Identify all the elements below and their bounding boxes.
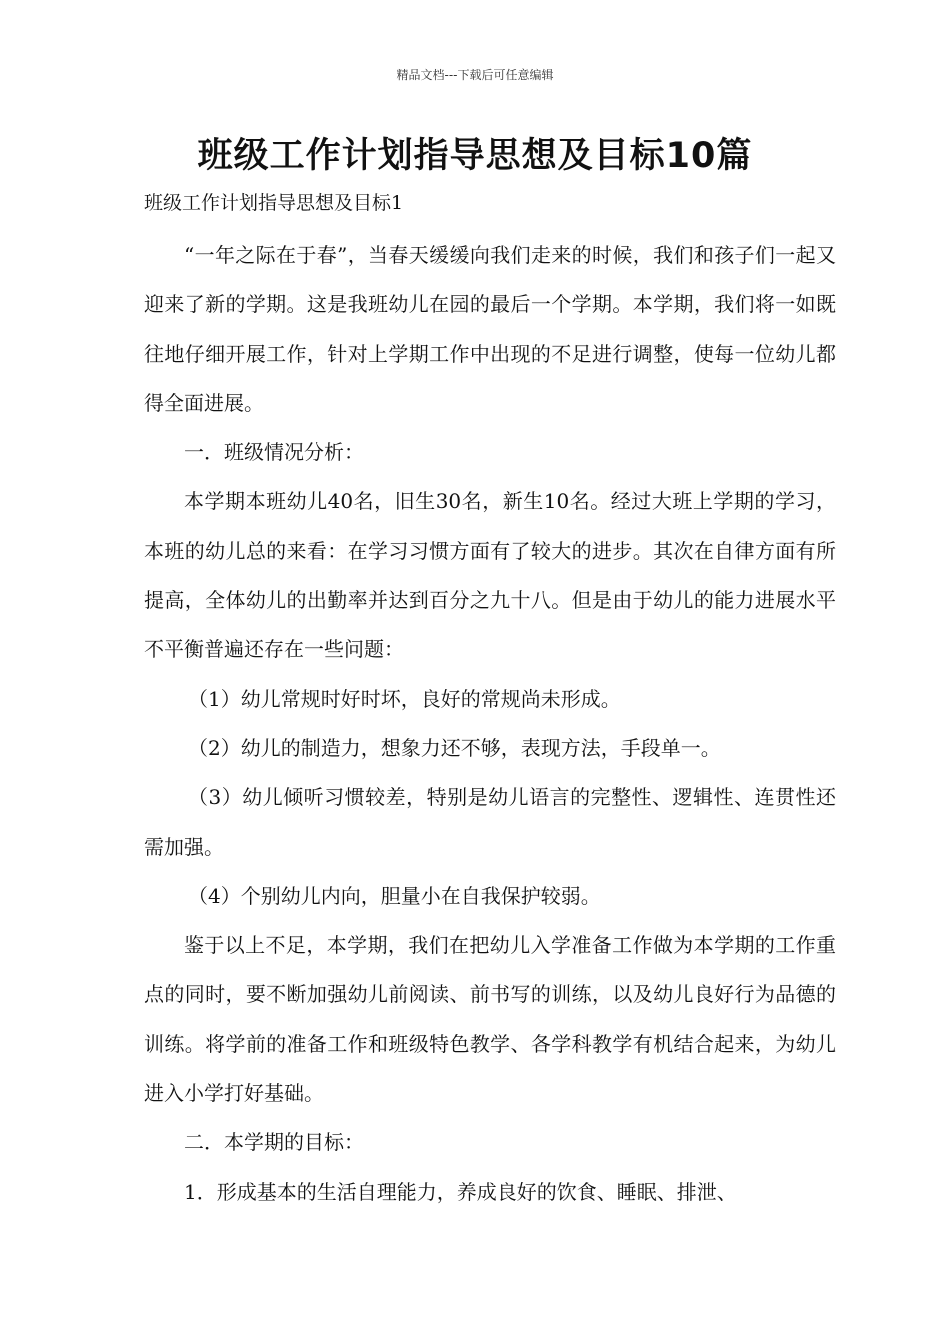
- list-item-problem-1: （1）幼儿常规时好时坏，良好的常规尚未形成。: [188, 686, 621, 711]
- list-item-problem-3: （3）幼儿倾听习惯较差，特别是幼儿语言的完整性、逻辑性、连贯性还需加强。: [144, 785, 836, 859]
- document-body: [144, 231, 836, 1217]
- list-item-problem-2: （2）幼儿的制造力，想象力还不够，表现方法，手段单一。: [188, 735, 721, 760]
- list-item-goal-1: 1．形成基本的生活自理能力，养成良好的饮食、睡眠、排泄、: [184, 1179, 737, 1204]
- heading-class-analysis: 一．班级情况分析：: [184, 440, 364, 465]
- document-title: 班级工作计划指导思想及目标10篇: [197, 136, 753, 176]
- heading-semester-goals: 二．本学期的目标：: [184, 1130, 364, 1155]
- paragraph-class-situation: 本学期本班幼儿40名，旧生30名，新生10名。经过大班上学期的学习，本班的幼儿总的来看：在学习习惯方面有了较大的进步。其次在自律方面有所提高，全体幼儿的出勤率并达到百分之九十八。但是由于幼儿的能力进展水平不平衡普遍还存在一些问题：: [144, 489, 836, 662]
- list-item-problem-4: （4）个别幼儿内向，胆量小在自我保护较弱。: [188, 883, 601, 908]
- header-note: 精品文档---下载后可任意编辑: [396, 68, 554, 82]
- paragraph-response: 鉴于以上不足，本学期，我们在把幼儿入学准备工作做为本学期的工作重点的同时，要不断加强幼儿前阅读、前书写的训练，以及幼儿良好行为品德的训练。将学前的准备工作和班级特色教学、各学科教学有机结合起来，为幼儿进入小学打好基础。: [144, 933, 836, 1106]
- section-subtitle: 班级工作计划指导思想及目标1: [144, 192, 404, 214]
- paragraph-intro: “一年之际在于春”，当春天缓缓向我们走来的时候，我们和孩子们一起又迎来了新的学期。这是我班幼儿在园的最后一个学期。本学期，我们将一如既往地仔细开展工作，针对上学期工作中出现的不足进行调整，使每一位幼儿都得全面进展。: [144, 243, 836, 415]
